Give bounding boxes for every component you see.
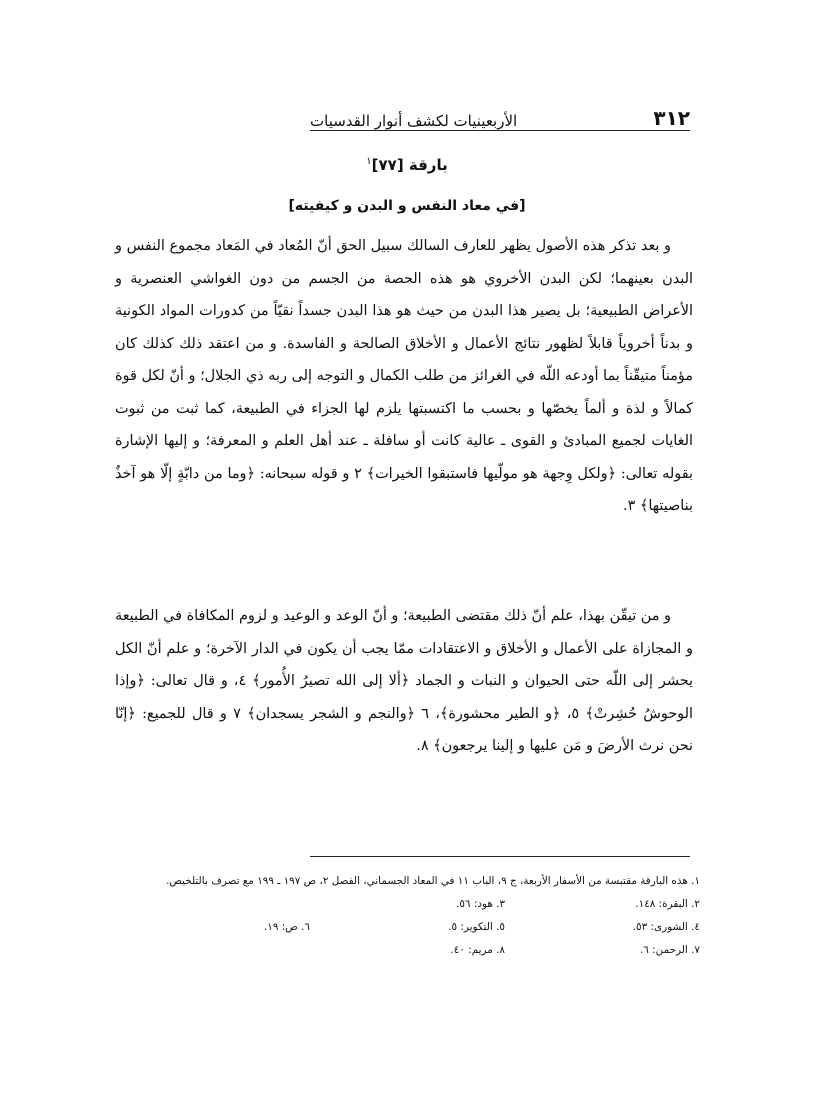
- paragraph-text: و من تيقّن بهذا، علم أنّ ذلك مقتضى الطبيعة؛ و أنّ الوعد و الوعيد و لزوم المكافاة في الطبيعة و المجازاة على الأعمال و الأخلاق و الاعتقادات ممّا يجب أن يكون في الدار الآخرة؛ و علم أنّ الكل يحشر إلى اللّه حتى الحيوان و النبات و الجماد ﴿ألا إلى الله تصيرُ الأُمور﴾ ٤، و قال تعالى: ﴿وإذا الوحوشُ حُشِرتْ﴾ ٥، ﴿و الطير محشورة﴾، ٦ ﴿والنجم و الشجر يسجدان﴾ ٧ و قال للجميع: ﴿إنّا نحن نرث الأرضَ و مَن عليها و إلينا يرجعون﴾ ٨.: [115, 608, 693, 754]
- running-title: الأربعينيات لكشف أنوار القدسيات: [310, 112, 518, 130]
- footnote-2: ٢. البقرة: ١٤٨.: [635, 898, 700, 910]
- footnote-5: ٥. التكوير: ٥.: [448, 921, 505, 933]
- footnote-ref: ١: [366, 156, 372, 167]
- header-rule: [310, 130, 690, 131]
- section-title: [60, 156, 754, 174]
- section-subtitle: [في معاد النفس و البدن و كيفيته]: [288, 198, 526, 214]
- footnote-spacer: [115, 893, 310, 916]
- paragraph-text: و بعد تذكر هذه الأصول يظهر للعارف السالك سبيل الحق أنّ المُعاد في المَعاد مجموع النفس و البدن بعينهما؛ لكن البدن الأخروي هو هذه الحصة من الجسم من دون الغواشي العنصرية و الأعراض الطبيعية؛ بل يصير هذا البدن من حيث هو هذا البدن جسداً نقيّاً من كدورات المواد الكونية و بدناً أخروياً قابلاً لظهور نتائج الأعمال و الأخلاق الصالحة و الفاسدة. و من اعتقد ذلك كذلك كان مؤمناً متيقّناً بما أودعه اللّه في الغرائز من طلب الكمال و التوجه إلى ربه ذي الجلال؛ و أنّ لكل قوة كمالاً و لذة و ألماً يخصّها و بحسب ما اكتسبتها يلزم لها الجزاء في الطبيعة، كما ثبت من ثبوت الغايات لجميع المبادئ و القوى ـ عالية كانت أو سافلة ـ عند أهل العلم و المعرفة؛ و إليها الإشارة بقوله تعالى: ﴿ولكل وِجهة هو مولّيها فاستبقوا الخيرات﴾ ٢ و قوله سبحانه: ﴿وما من دابّةٍ إلّا هو آخذٌ بناصيتها﴾ ٣.: [115, 238, 694, 514]
- page-header: [310, 96, 690, 130]
- footnote-grid: [115, 893, 700, 962]
- footnote-3: ٣. هود: ٥٦.: [456, 898, 505, 910]
- footnote-rule: [310, 856, 690, 857]
- paragraph-2: [115, 600, 693, 763]
- section-title-text: بارقة [٧٧]: [371, 156, 448, 174]
- footnote-1: ١. هذه البارقة مقتبسة من الأسفار الأربعة، ج ٩، الباب ١١ في المعاد الجسماني، الفصل ٢، ص ١٩٧ ـ ١٩٩ مع تصرف بالتلخيص.: [166, 875, 700, 887]
- footnote-8: ٨. مريم: ٤٠.: [450, 944, 505, 956]
- paragraph-1: [115, 230, 693, 523]
- page-number: ٣١٢: [653, 106, 690, 130]
- footnotes: [115, 870, 700, 962]
- footnote-6: ٦. ص: ١٩.: [263, 921, 310, 933]
- footnote-7: ٧. الرحمن: ٦.: [639, 944, 700, 956]
- footnote-4: ٤. الشورى: ٥٣.: [632, 921, 700, 933]
